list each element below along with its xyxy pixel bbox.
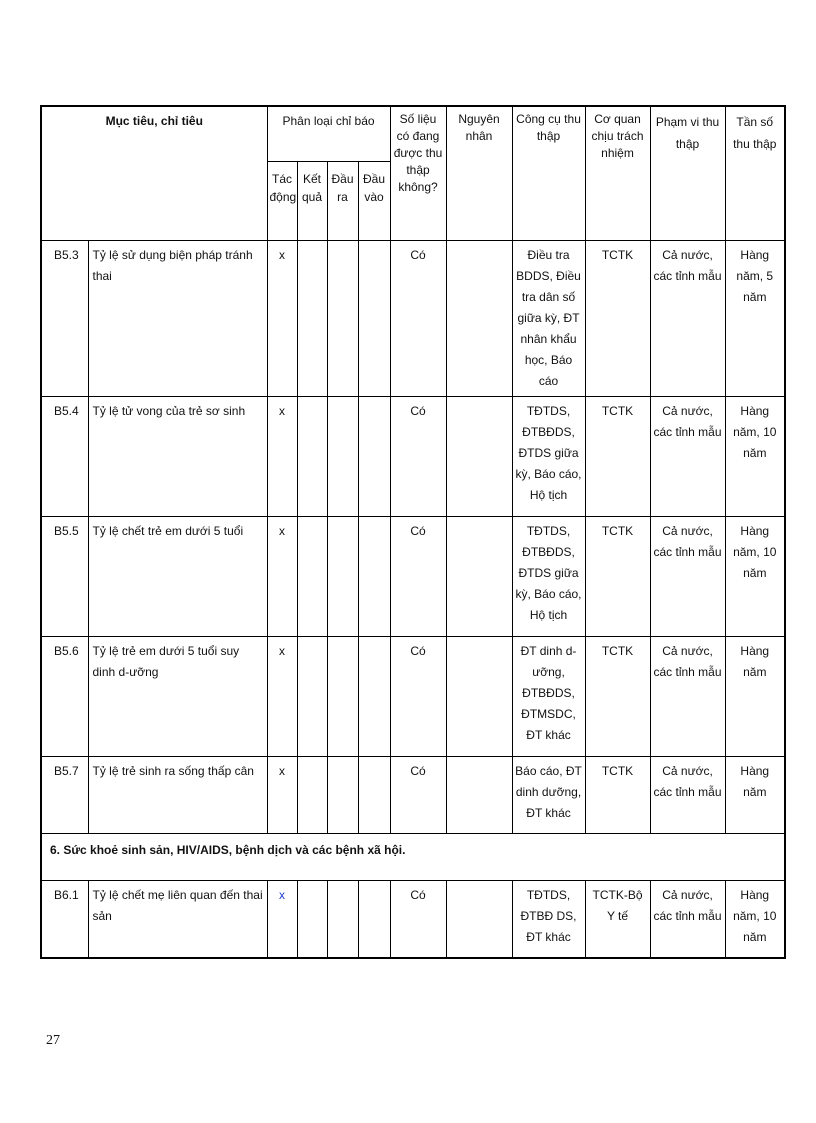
- row-input: [358, 881, 390, 959]
- header-output: Đầu ra: [327, 162, 358, 241]
- row-indicator: Tỷ lệ trẻ sinh ra sống thấp cân: [88, 757, 267, 834]
- row-output: [327, 637, 358, 757]
- table-row: [41, 881, 785, 959]
- row-outcome: [297, 637, 327, 757]
- section-row: [41, 834, 785, 881]
- row-outcome: [297, 241, 327, 397]
- row-agency: TCTK-Bộ Y tế: [585, 881, 650, 959]
- row-cause: [446, 637, 512, 757]
- row-impact: x: [267, 757, 297, 834]
- row-code: B6.1: [41, 881, 88, 959]
- table-row: [41, 241, 785, 397]
- row-tool: Báo cáo, ĐT dinh dưỡng, ĐT khác: [512, 757, 585, 834]
- row-frequency: Hàng năm, 10 năm: [725, 517, 785, 637]
- row-tool: TĐTDS, ĐTBĐ DS, ĐT khác: [512, 881, 585, 959]
- row-outcome: [297, 757, 327, 834]
- header-classification: Phân loại chỉ báo: [267, 106, 390, 162]
- row-data: Có: [390, 397, 446, 517]
- row-outcome: [297, 881, 327, 959]
- row-frequency: Hàng năm: [725, 637, 785, 757]
- row-scope: Cả nước, các tỉnh mẫu: [650, 241, 725, 397]
- row-code: B5.5: [41, 517, 88, 637]
- row-output: [327, 881, 358, 959]
- row-data: Có: [390, 757, 446, 834]
- header-input: Đầu vào: [358, 162, 390, 241]
- header-data-available: Số liệu có đang được thu thập không?: [390, 106, 446, 241]
- row-agency: TCTK: [585, 757, 650, 834]
- header-frequency: Tần số thu thập: [725, 106, 785, 241]
- row-impact: x: [267, 637, 297, 757]
- row-scope: Cả nước, các tỉnh mẫu: [650, 881, 725, 959]
- row-agency: TCTK: [585, 517, 650, 637]
- row-impact: x: [267, 881, 297, 959]
- page-number: 27: [46, 1033, 60, 1048]
- row-tool: ĐT dinh d-ưỡng, ĐTBĐDS, ĐTMSDC, ĐT khác: [512, 637, 585, 757]
- section-title: 6. Sức khoẻ sinh sản, HIV/AIDS, bệnh dịch và các bệnh xã hội.: [41, 834, 785, 881]
- row-input: [358, 517, 390, 637]
- row-cause: [446, 517, 512, 637]
- row-cause: [446, 241, 512, 397]
- row-cause: [446, 757, 512, 834]
- header-row-main: [41, 106, 785, 162]
- row-frequency: Hàng năm: [725, 757, 785, 834]
- row-outcome: [297, 517, 327, 637]
- table-row: [41, 517, 785, 637]
- header-outcome: Kết quả: [297, 162, 327, 241]
- row-agency: TCTK: [585, 241, 650, 397]
- row-tool: TĐTDS, ĐTBĐDS, ĐTDS giữa kỳ, Báo cáo, Hộ tịch: [512, 517, 585, 637]
- row-scope: Cả nước, các tỉnh mẫu: [650, 637, 725, 757]
- row-data: Có: [390, 881, 446, 959]
- row-scope: Cả nước, các tỉnh mẫu: [650, 757, 725, 834]
- row-impact: x: [267, 241, 297, 397]
- row-scope: Cả nước, các tỉnh mẫu: [650, 397, 725, 517]
- row-outcome: [297, 397, 327, 517]
- row-tool: TĐTDS, ĐTBĐDS, ĐTDS giữa kỳ, Báo cáo, Hộ tịch: [512, 397, 585, 517]
- header-impact: Tác động: [267, 162, 297, 241]
- row-frequency: Hàng năm, 5 năm: [725, 241, 785, 397]
- row-frequency: Hàng năm, 10 năm: [725, 397, 785, 517]
- header-agency: Cơ quan chịu trách nhiệm: [585, 106, 650, 241]
- header-objective: Mục tiêu, chỉ tiêu: [41, 106, 267, 241]
- row-indicator: Tỷ lệ chết trẻ em dưới 5 tuổi: [88, 517, 267, 637]
- row-indicator: Tỷ lệ chết mẹ liên quan đến thai sản: [88, 881, 267, 959]
- row-agency: TCTK: [585, 637, 650, 757]
- row-output: [327, 241, 358, 397]
- row-data: Có: [390, 517, 446, 637]
- row-code: B5.7: [41, 757, 88, 834]
- row-input: [358, 397, 390, 517]
- indicator-table: [40, 105, 786, 959]
- row-data: Có: [390, 637, 446, 757]
- row-data: Có: [390, 241, 446, 397]
- header-cause: Nguyên nhân: [446, 106, 512, 241]
- row-indicator: Tỷ lệ trẻ em dưới 5 tuổi suy dinh d-ưỡng: [88, 637, 267, 757]
- row-agency: TCTK: [585, 397, 650, 517]
- row-input: [358, 241, 390, 397]
- header-scope: Phạm vi thu thập: [650, 106, 725, 241]
- row-scope: Cả nước, các tỉnh mẫu: [650, 517, 725, 637]
- row-impact: x: [267, 517, 297, 637]
- row-output: [327, 397, 358, 517]
- row-frequency: Hàng năm, 10 năm: [725, 881, 785, 959]
- header-tool: Công cụ thu thập: [512, 106, 585, 241]
- row-code: B5.6: [41, 637, 88, 757]
- row-indicator: Tỷ lệ sử dụng biện pháp tránh thai: [88, 241, 267, 397]
- row-input: [358, 637, 390, 757]
- table-row: [41, 397, 785, 517]
- row-code: B5.3: [41, 241, 88, 397]
- row-cause: [446, 881, 512, 959]
- row-cause: [446, 397, 512, 517]
- table-row: [41, 637, 785, 757]
- row-output: [327, 517, 358, 637]
- row-impact: x: [267, 397, 297, 517]
- row-code: B5.4: [41, 397, 88, 517]
- row-tool: Điều tra BDDS, Điều tra dân số giữa kỳ, ĐT nhân khẩu học, Báo cáo: [512, 241, 585, 397]
- row-input: [358, 757, 390, 834]
- row-output: [327, 757, 358, 834]
- row-indicator: Tỷ lệ tử vong của trẻ sơ sinh: [88, 397, 267, 517]
- table-row: [41, 757, 785, 834]
